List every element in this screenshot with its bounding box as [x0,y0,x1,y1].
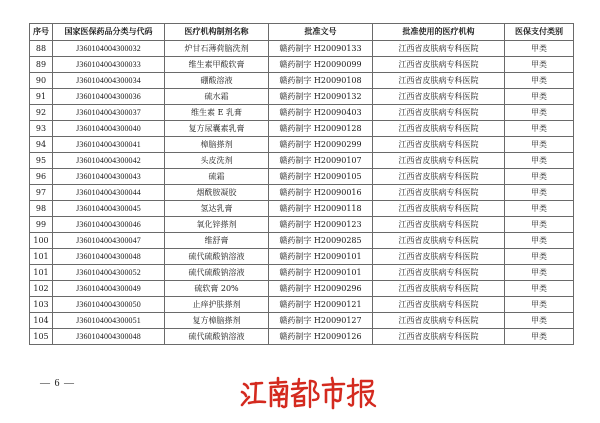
table-row [30,329,574,345]
cell-index: 99 [30,217,53,233]
cell-approval-number: 赣药制字 H20090123 [269,217,373,233]
cell-hospital: 江西省皮肤病专科医院 [373,249,505,265]
cell-preparation-name: 维生素 E 乳膏 [165,105,269,121]
cell-index: 93 [30,121,53,137]
cell-drug-code: J360104004300046 [53,217,165,233]
cell-payment-category: 甲类 [505,313,574,329]
cell-drug-code: J360104004300036 [53,89,165,105]
cell-preparation-name: 硫代硫酸钠溶液 [165,329,269,345]
table-row [30,169,574,185]
header-approval-number: 批准文号 [269,24,373,41]
cell-index: 101 [30,249,53,265]
cell-hospital: 江西省皮肤病专科医院 [373,233,505,249]
cell-hospital: 江西省皮肤病专科医院 [373,265,505,281]
cell-approval-number: 赣药制字 H20090099 [269,57,373,73]
cell-index: 92 [30,105,53,121]
cell-hospital: 江西省皮肤病专科医院 [373,57,505,73]
table-row [30,297,574,313]
cell-hospital: 江西省皮肤病专科医院 [373,137,505,153]
cell-drug-code: J360104004300050 [53,297,165,313]
cell-drug-code: J360104004300051 [53,313,165,329]
cell-hospital: 江西省皮肤病专科医院 [373,169,505,185]
cell-drug-code: J360104004300048 [53,249,165,265]
cell-preparation-name: 复方樟脑搽剂 [165,313,269,329]
table-row [30,233,574,249]
cell-hospital: 江西省皮肤病专科医院 [373,105,505,121]
cell-payment-category: 甲类 [505,73,574,89]
cell-hospital: 江西省皮肤病专科医院 [373,41,505,57]
cell-approval-number: 赣药制字 H20090296 [269,281,373,297]
header-drug-code: 国家医保药品分类与代码 [53,24,165,41]
cell-approval-number: 赣药制字 H20090121 [269,297,373,313]
cell-drug-code: J360104004300041 [53,137,165,153]
table-row [30,185,574,201]
cell-index: 96 [30,169,53,185]
cell-payment-category: 甲类 [505,281,574,297]
cell-payment-category: 甲类 [505,121,574,137]
cell-preparation-name: 维舒膏 [165,233,269,249]
cell-drug-code: J360104004300040 [53,121,165,137]
cell-approval-number: 赣药制字 H20090016 [269,185,373,201]
cell-drug-code: J360104004300034 [53,73,165,89]
cell-payment-category: 甲类 [505,105,574,121]
drug-list-table [29,23,574,345]
cell-payment-category: 甲类 [505,217,574,233]
cell-hospital: 江西省皮肤病专科医院 [373,281,505,297]
cell-index: 101 [30,265,53,281]
cell-payment-category: 甲类 [505,185,574,201]
cell-hospital: 江西省皮肤病专科医院 [373,313,505,329]
cell-preparation-name: 复方尿囊素乳膏 [165,121,269,137]
table-row [30,41,574,57]
cell-payment-category: 甲类 [505,89,574,105]
cell-approval-number: 赣药制字 H20090118 [269,201,373,217]
cell-approval-number: 赣药制字 H20090107 [269,153,373,169]
cell-preparation-name: 头皮洗剂 [165,153,269,169]
cell-index: 97 [30,185,53,201]
table-row [30,313,574,329]
cell-payment-category: 甲类 [505,137,574,153]
cell-drug-code: J360104004300048 [53,329,165,345]
cell-approval-number: 赣药制字 H20090132 [269,89,373,105]
cell-payment-category: 甲类 [505,233,574,249]
cell-hospital: 江西省皮肤病专科医院 [373,201,505,217]
table-row [30,265,574,281]
cell-hospital: 江西省皮肤病专科医院 [373,329,505,345]
cell-approval-number: 赣药制字 H20090101 [269,265,373,281]
cell-drug-code: J360104004300043 [53,169,165,185]
cell-payment-category: 甲类 [505,265,574,281]
cell-preparation-name: 硼酸溶液 [165,73,269,89]
cell-index: 104 [30,313,53,329]
cell-preparation-name: 炉甘石薄荷脑洗剂 [165,41,269,57]
cell-index: 95 [30,153,53,169]
cell-approval-number: 赣药制字 H20090299 [269,137,373,153]
header-index: 序号 [30,24,53,41]
cell-preparation-name: 硫代硫酸钠溶液 [165,249,269,265]
cell-index: 103 [30,297,53,313]
table-row [30,73,574,89]
cell-approval-number: 赣药制字 H20090127 [269,313,373,329]
cell-preparation-name: 硫霜 [165,169,269,185]
cell-approval-number: 赣药制字 H20090133 [269,41,373,57]
cell-drug-code: J360104004300052 [53,265,165,281]
cell-hospital: 江西省皮肤病专科医院 [373,217,505,233]
cell-drug-code: J360104004300045 [53,201,165,217]
cell-drug-code: J360104004300042 [53,153,165,169]
cell-hospital: 江西省皮肤病专科医院 [373,89,505,105]
cell-approval-number: 赣药制字 H20090403 [269,105,373,121]
table-row [30,105,574,121]
cell-approval-number: 赣药制字 H20090101 [269,249,373,265]
cell-payment-category: 甲类 [505,41,574,57]
cell-index: 94 [30,137,53,153]
cell-preparation-name: 维生素甲酸软膏 [165,57,269,73]
cell-payment-category: 甲类 [505,249,574,265]
cell-index: 88 [30,41,53,57]
header-payment-category: 医保支付类别 [505,24,574,41]
header-hospital: 批准使用的医疗机构 [373,24,505,41]
table-body [30,41,574,345]
cell-preparation-name: 止痒护肤搽剂 [165,297,269,313]
table-row [30,89,574,105]
table-row [30,57,574,73]
table-row [30,249,574,265]
cell-preparation-name: 硫软膏 20% [165,281,269,297]
cell-hospital: 江西省皮肤病专科医院 [373,153,505,169]
table-row [30,217,574,233]
cell-preparation-name: 樟脑搽剂 [165,137,269,153]
cell-drug-code: J360104004300044 [53,185,165,201]
cell-drug-code: J360104004300033 [53,57,165,73]
cell-payment-category: 甲类 [505,297,574,313]
cell-index: 102 [30,281,53,297]
table-header [30,24,574,41]
cell-drug-code: J360104004300037 [53,105,165,121]
table-row [30,281,574,297]
cell-approval-number: 赣药制字 H20090105 [269,169,373,185]
cell-preparation-name: 氧化锌搽剂 [165,217,269,233]
cell-payment-category: 甲类 [505,201,574,217]
cell-payment-category: 甲类 [505,153,574,169]
cell-payment-category: 甲类 [505,169,574,185]
cell-drug-code: J360104004300047 [53,233,165,249]
cell-index: 100 [30,233,53,249]
table-row [30,153,574,169]
newspaper-logo-watermark [238,375,378,411]
header-preparation-name: 医疗机构制剂名称 [165,24,269,41]
cell-preparation-name: 烟酰胺凝胶 [165,185,269,201]
cell-drug-code: J360104004300049 [53,281,165,297]
cell-hospital: 江西省皮肤病专科医院 [373,185,505,201]
cell-index: 91 [30,89,53,105]
cell-preparation-name: 硫水霜 [165,89,269,105]
cell-payment-category: 甲类 [505,57,574,73]
cell-payment-category: 甲类 [505,329,574,345]
cell-preparation-name: 硫代硫酸钠溶液 [165,265,269,281]
table-row [30,121,574,137]
cell-index: 89 [30,57,53,73]
cell-preparation-name: 氢达乳膏 [165,201,269,217]
cell-index: 98 [30,201,53,217]
cell-approval-number: 赣药制字 H20090126 [269,329,373,345]
cell-approval-number: 赣药制字 H20090108 [269,73,373,89]
cell-approval-number: 赣药制字 H20090128 [269,121,373,137]
page-number: — 6 — [40,378,75,389]
cell-approval-number: 赣药制字 H20090285 [269,233,373,249]
cell-drug-code: J360104004300032 [53,41,165,57]
cell-hospital: 江西省皮肤病专科医院 [373,121,505,137]
cell-index: 105 [30,329,53,345]
cell-hospital: 江西省皮肤病专科医院 [373,297,505,313]
cell-hospital: 江西省皮肤病专科医院 [373,73,505,89]
table-row [30,137,574,153]
table-row [30,201,574,217]
cell-index: 90 [30,73,53,89]
header-row [30,24,574,41]
